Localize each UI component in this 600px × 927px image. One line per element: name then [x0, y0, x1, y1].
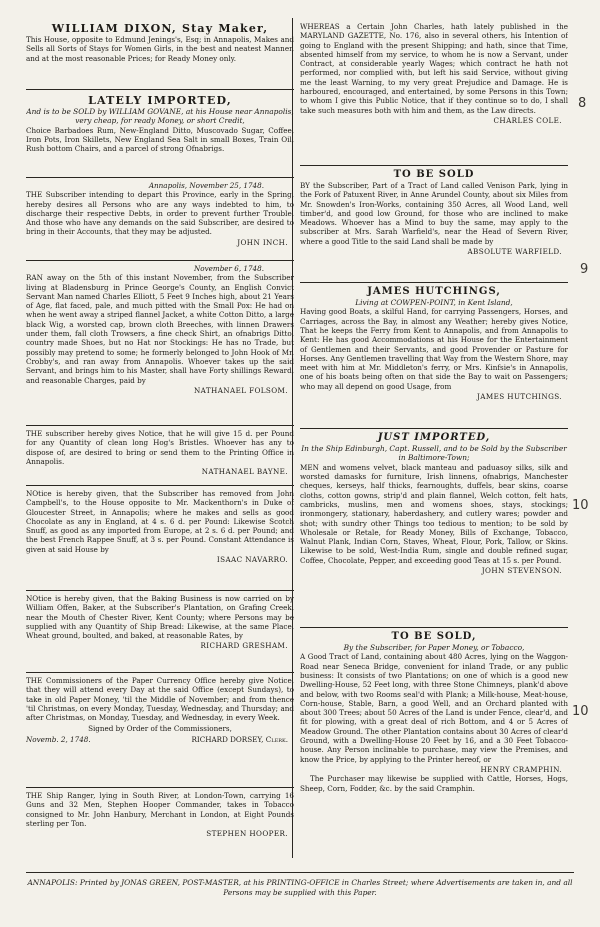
ad-dixon-body: This House, opposite to Edmund Jenings's, Esq; in Annapolis, Makes and Sells all Sorts of Stays for Women Girls, in the best and neatest Manner, and at the most reasonable Prices; for Ready Money only.	[26, 35, 294, 63]
margin-mark: 10	[572, 498, 589, 513]
ad-dixon	[26, 22, 294, 63]
ad-currency-body: THE Commissioners of the Paper Currency Office hereby give Notice, that they will attend every Day at the said Office (except Sundays), to take in old Paper Money, 'til the Middle of November; and from thence 'til Christmas, on every Monday, Tuesday, Wednesday, and Thursday; and after Christmas, on Monday, Tuesday, and Wednesday, in every Week.	[26, 676, 294, 723]
rule	[26, 89, 294, 90]
ad-govane-subtitle: And is to be SOLD by WILLIAM GOVANE, at his House near Annapolis, very cheap, for ready Money, or short Credit,	[26, 107, 294, 126]
ad-dixon-title: WILLIAM DIXON, Stay Maker,	[51, 22, 269, 35]
rule	[26, 425, 294, 426]
rule	[300, 428, 568, 429]
ad-bayne-body: THE subscriber hereby gives Notice, that he will give 15 d. per Pound for any Quantity of clean long Hog's Bristles. Whoever has any to dispose of, are desired to bring or send them to the Printing Office in Annapolis.	[26, 429, 294, 466]
ad-inch-body: THE Subscriber intending to depart this Province, early in the Spring, hereby desires all Persons who are any ways indebted to him, to discharge their respective Debts, in order to prevent further Trouble. And those who have any demands on the said Subscriber, are desired to bring in their Accounts, that they may be adjusted.	[26, 190, 294, 237]
ad-stevenson-title: JUST IMPORTED,	[377, 432, 491, 443]
ad-inch-signature: JOHN INCH.	[237, 237, 288, 247]
ad-hutchings-signature: JAMES HUTCHINGS.	[477, 392, 562, 402]
ad-gresham	[26, 594, 294, 651]
footer-rule	[26, 872, 574, 873]
rule	[26, 485, 294, 486]
ad-crampton-title: TO BE SOLD,	[391, 631, 477, 642]
ad-currency-sigrow	[26, 735, 294, 744]
ad-currency-signed: Signed by Order of the Commissioners,	[88, 724, 232, 734]
rule	[300, 627, 568, 628]
ad-warfield-signature: ABSOLUTE WARFIELD.	[467, 247, 562, 257]
ad-warfield	[300, 169, 568, 256]
ad-hooper-body: THE Ship Ranger, lying in South River, at London-Town, carrying 16 Guns and 32 Men, Stephen Hooper Commander, takes in Tobacco consigned to Mr. John Hanbury, Merchant in London, at Eight Pounds sterling per Ton.	[26, 791, 294, 828]
ad-folsom-dateline: November 6, 1748.	[193, 264, 264, 273]
ad-bayne	[26, 429, 294, 476]
ad-stevenson	[300, 432, 568, 575]
ad-navarro-body: NOtice is hereby given, that the Subscriber has removed from John Campbell's, to the House opposite to Mr. Mackenthorn's in Duke of Gloucester Street, in Annapolis; where he makes and sells as good Chocolate as any in England, at 4 s. 6 d. per Pound: Likewise Scotch Snuff, as good as any imported from Europe, at 2 s. 6 d. per Pound; and the best French Rappee Snuff, at 3 s. per Pound. Constant Attendance is given at said House by	[26, 489, 294, 554]
ad-stevenson-subtitle: In the Ship Edinburgh, Capt. Russell, and to be Sold by the Subscriber in Baltimore-Town;	[301, 444, 567, 463]
ad-folsom	[26, 264, 294, 395]
rule	[300, 165, 568, 166]
ad-gresham-body: NOtice is hereby given, that the Baking Business is now carried on by William Offen, Baker, at the Subscriber's Plantation, on Grafing Creek, near the Mouth of Chester River, Kent County; where Persons may be supplied with any Quantity of Ship Bread: Likewise, at the same Place, Wheat ground, boulted, and baked, at reasonable Rates, by	[26, 594, 294, 641]
ad-folsom-body: RAN away on the 5th of this instant November, from the Subscriber living at Bladensburg in Prince George's County, an English Convict Servant Man named Charles Elliott, 5 Feet 9 Inches high, about 21 Years of Age, flat faced, pale, and much pitted with the Small Pox: He had on when he went away a striped flannel Jacket, a white Cotton Ditto, a large black Wig, a worsted cap, brown cloth Breeches, with linnen Drawers under them, fall cloth Trowsers, a fine check Shirt, an ofnabrigs Ditto, country made Shoes, but no Hat nor Stockings: He has no Trade, but possibly may pretend to some; he formerly belonged to John Hook of Mr. Crobby's, and ran away from Annapolis. Whoever takes up the said Servant, and brings him to his Master, shall have Forty shillings Reward, and reasonable Charges, paid by	[26, 273, 294, 385]
rule	[26, 590, 294, 591]
ad-hutchings	[300, 286, 568, 401]
ad-crampton	[300, 631, 568, 793]
ad-folsom-signature: NATHANAEL FOLSOM.	[193, 385, 288, 395]
ad-govane-title: LATELY IMPORTED,	[88, 94, 232, 107]
margin-mark: 9	[580, 262, 589, 277]
ad-currency	[26, 676, 294, 744]
ad-hooper-signature: STEPHEN HOOPER.	[206, 829, 288, 839]
margin-mark: 10	[572, 704, 589, 719]
ad-cole-signature: CHARLES COLE.	[493, 115, 562, 125]
ad-warfield-title: TO BE SOLD	[393, 169, 475, 180]
rule	[26, 177, 294, 178]
printer-colophon-text: ANNAPOLIS: Printed by JONAS GREEN, POST-MASTER, at his PRINTING-OFFICE in Charles Street; where Advertisements are taken in, and all Persons may be supplied with this Paper.	[27, 878, 573, 897]
ad-crampton-subtitle: By the Subscriber, for Paper Money, or Tobacco,	[343, 643, 525, 652]
ad-inch	[26, 181, 294, 247]
ad-currency-signature: RICHARD DORSEY, Clerk.	[191, 734, 288, 744]
ad-cole-body: WHEREAS a Certain John Charles, hath lately published in the MARYLAND GAZETTE, No. 176, also in several others, his Intention of going to England with the present Shipping; and hath, since that Time, absented himself from my service, to whom he is now a Servant, under Contract, at considerable yearly Wages; which contract he hath not performed, nor complied with, but left his said Service, without giving me the least Warning, to my very great Prejudice and Damage. He is harboured, encouraged, and entertained, by some Persons in this Town; to whom I give this Public Notice, that if they continue so to do, I shall take such measures both with him and them, as the Law directs.	[300, 22, 568, 115]
printer-colophon	[26, 878, 574, 897]
ad-inch-dateline: Annapolis, November 25, 1748.	[148, 181, 264, 190]
ad-navarro	[26, 489, 294, 564]
ad-govane-body: Choice Barbadoes Rum, New-England Ditto, Muscovado Sugar, Coffee, Iron Pots, Iron Skillets, New England Sea Salt in small Boxes, Train Oil, Rush bottom Chairs, and a parcel of strong Ofnabrigs.	[26, 125, 294, 154]
ad-hutchings-body: Having good Boats, a skilful Hand, for carrying Passengers, Horses, and Carriages, across the Bay, in almost any Weather; hereby gives Notice, That he keeps the Ferry from Kent to Annapolis, and from Annapolis to Kent: He has good Accommodations at his House for the Entertainment of Gentlemen and their Servants, and good Provender or Pasture for Horses. Any Gentlemen travelling that Way from the Western Shore, may meet with him at Mr. Middleton's ferry, or Mrs. Kinfsie's in Annapolis, one of his boats being often on that side the Bay to wait on Passengers; who may all depend on good Usage, from	[300, 307, 568, 391]
ad-hooper	[26, 791, 294, 838]
margin-mark: 8	[578, 96, 587, 111]
rule	[300, 282, 568, 283]
ad-cole	[300, 22, 568, 125]
ad-hutchings-subtitle: Living at COWPEN-POINT, in Kent Island,	[355, 298, 513, 307]
ad-crampton-body: A Good Tract of Land, containing about 480 Acres, lying on the Waggon-Road near Seneca Bridge, convenient for inland Trade, or any public business: It consists of two Plantations; on one of which is a good new Dwelling-House, 52 Feet long, with three Stone Chimneys, plank'd above and below, with two Rooms seal'd with Plank; a Milk-house, Meat-house, Corn-house, Stable, Barn, a good Well, and an Orchard planted with about 300 Trees; about 50 Acres of the Land is under Fence, clear'd, and fit for plowing, with a great deal of rich Bottom, and 4 or 5 Acres of Meadow Ground. The other Plantation contains about 30 Acres of clear'd Ground, with a Dwelling-House 20 Feet by 16, and a 30 Feet Tobacco-house. Any Person inclinable to purchase, may view the Premises, and know the Price, by applying to the Printer hereof, or	[300, 652, 568, 764]
rule	[26, 787, 294, 788]
ad-hutchings-title: JAMES HUTCHINGS,	[367, 286, 501, 297]
rule	[26, 260, 294, 261]
ad-stevenson-signature: JOHN STEVENSON.	[481, 566, 562, 576]
ad-warfield-body: BY the Subscriber, Part of a Tract of Land called Venison Park, lying in the Fork of Patuxent River, in Anne Arundel County, about six Miles from Mr. Snowden's Iron-Works, containing 350 Acres, all Wood Land, well timber'd, and good low Ground, for those who are inclined to make Meadows. Whoever has a Mind to buy the same, may apply to the subscriber at Mrs. Sarah Warfield's, near the Head of Severn River, where a good Title to the said Land shall be made by	[300, 181, 568, 246]
ad-bayne-signature: NATHANAEL BAYNE.	[201, 467, 288, 477]
ad-currency-date: Novemb. 2, 1748.	[26, 734, 91, 744]
rule	[26, 672, 294, 673]
ad-crampton-postscript: The Purchaser may likewise be supplied with Cattle, Horses, Hogs, Sheep, Corn, Fodder, &c. by the said Cramphin.	[300, 774, 568, 793]
ad-stevenson-body: MEN and womens velvet, black manteau and paduasoy silks, silk and worsted damasks for furniture, Irish linnens, ofnabrigs, Manchester cheques, kerseys, half thicks, fearnoughts, duffels, bear skins, coarse cloths, cotton gowns, strip'd and plain flannel, Welch cotton, felt hats, cambricks, muslins, men and womens shoes, stays, stockings; ironmongery, stationary, haberdashery, and cutlery wares; powder and shot; with sundry other Things too tedious to mention; to be sold by Wholesale or Retale, for Ready Money, Bills of Exchange, Tobacco, Walnut Plank, Indian Corn, Staves, Wheat, Flour, Pork, Tallow, or Skins. Likewise to be sold, West-India Rum, single and double refined sugar, Coffee, Chocolate, Pepper, and exceeding good Teas at 15 s. per Pound.	[300, 462, 568, 565]
ad-navarro-signature: ISAAC NAVARRO.	[216, 555, 288, 565]
ad-crampton-signature: HENRY CRAMPHIN.	[480, 764, 562, 774]
ad-gresham-signature: RICHARD GRESHAM.	[200, 641, 288, 651]
ad-govane	[26, 94, 294, 154]
